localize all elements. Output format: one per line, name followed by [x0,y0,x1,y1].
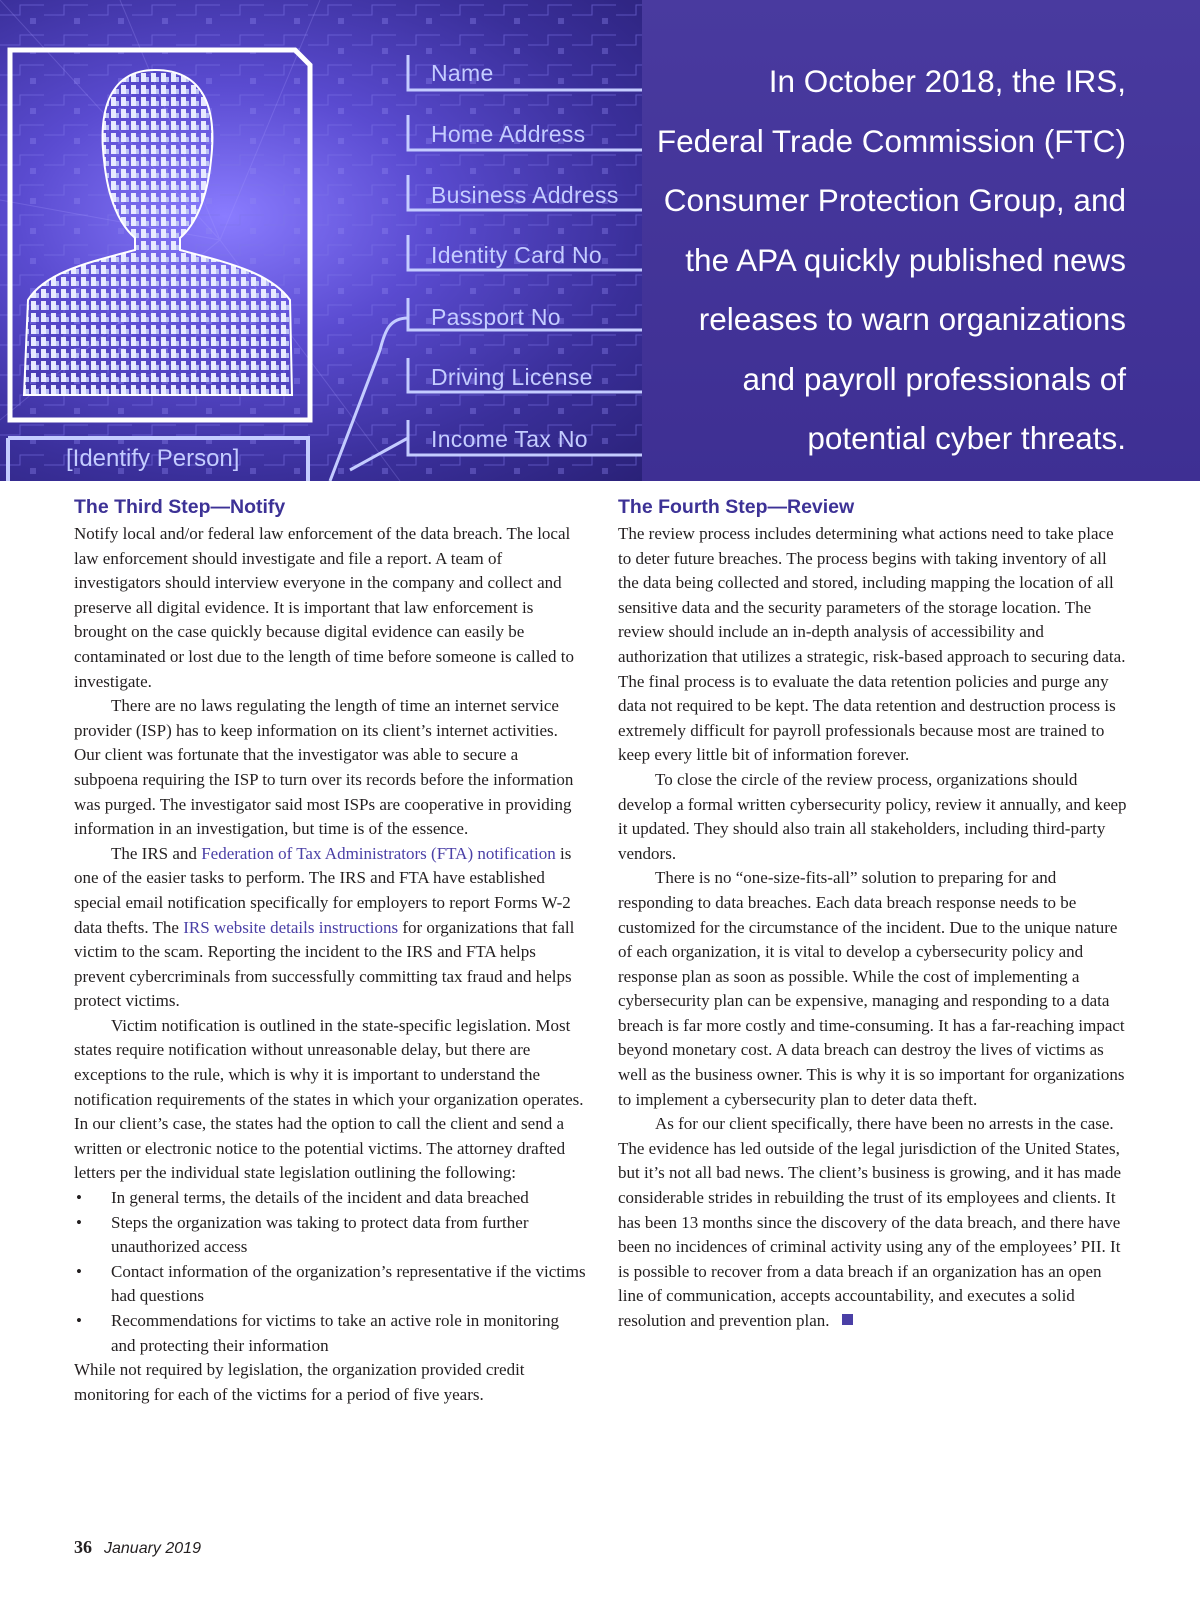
third-step-p3-end: for organizations that fall victim to the scam. Reporting the incident to the IRS and FTA helps prevent cybercriminals from successfully committing tax fraud and helps protect victims. [74,917,575,1011]
third-step-paragraph-1: Notify local and/or federal law enforcement of the data breach. The local law enforcement should investigate and file a report. A team of investigators should interview everyone in the company and collect and preserve all digital evidence. It is important that law enforcement is brought on the case quickly because digital evidence can easily be contaminated or lost due to the length of time before someone is called to investigate. [74,524,574,691]
third-step-heading: The Third Step—Notify [74,496,286,518]
third-step-paragraph-3 [74,842,586,1014]
irs-website-instructions-link[interactable]: IRS website details instructions [183,917,399,937]
field-label-home-address: Home Address [431,121,586,147]
end-of-article-mark [842,1314,853,1325]
page-footer [74,1537,201,1558]
list-item: • Recommendations for victims to take an active role in monitoring and protecting their information [74,1309,586,1358]
third-step-paragraph-5: While not required by legislation, the organization provided credit monitoring for each of the victims for a period of five years. [74,1360,525,1404]
field-label-name: Name [431,60,494,86]
fta-notification-link[interactable]: Federation of Tax Administrators (FTA) notification [201,843,556,863]
fourth-step-p4-text: As for our client specifically, there have been no arrests in the case. The evidence has led outside of the legal jurisdiction of the United States, but it’s not all bad news. The client’s business is growing, and it has made considerable strides in rebuilding the trust of its employees and clients. It has been 13 months since the discovery of the data breach, and there have been no incidences of criminal activity using any of the employees’ PII. It is possible to recover from a data breach if an organization has an open line of communication, accepts accountability, and executes a solid resolution and prevention plan. [618,1114,1122,1330]
field-label-income-tax: Income Tax No [431,426,588,452]
right-column [618,495,1130,1334]
third-step-paragraph-2: There are no laws regulating the length of time an internet service provider (ISP) has to keep information on its client’s internet activities. Our client was fortunate that the investigator was able to secure a subpoena requiring the ISP to turn over its records before the information was purged. The investigator said most ISPs are cooperative in providing information in an investigation, but time is of the essence. [74,696,574,839]
field-label-passport: Passport No [431,304,561,330]
pull-quote-panel [642,0,1200,481]
third-step-paragraph-4: Victim notification is outlined in the state-specific legislation. Most states require notification without unreasonable delay, but there are exceptions to the rule, which is why it is important to understand the notification requirements of the states in which your organization operates. In our client’s case, the states had the option to call the client and send a written or electronic notice to the potential victims. The attorney drafted letters per the individual state legislation outlining the following: [74,1015,584,1183]
left-column [74,495,586,1407]
fourth-step-paragraph-2: To close the circle of the review process, organizations should develop a formal written cybersecurity policy, review it annually, and keep it updated. They should also train all stakeholders, including third-party vendors. [618,769,1127,863]
fourth-step-paragraph-4 [618,1112,1130,1333]
fourth-step-paragraph-3: There is no “one-size-fits-all” solution to preparing for and responding to data breaches. Each data breach response needs to be customized for the circumstance of the incident. Due to the unique nature of each organization, it is vital to develop a cybersecurity policy and response plan as soon as possible. While the cost of implementing a cybersecurity plan can be expensive, managing and responding to a data breach is far more costly and time-consuming. It has a far-reaching impact beyond monetary cost. A data breach can destroy the lives of victims as well as the business owner. This is why it is so important for organizations to implement a cybersecurity plan to deter data theft. [618,868,1125,1109]
list-item: • Steps the organization was taking to protect data from further unauthorized access [74,1211,586,1260]
hero-identity-illustration [0,0,642,481]
page-number: 36 [74,1537,92,1557]
list-item: • In general terms, the details of the incident and data breached [74,1186,586,1211]
issue-date: January 2019 [104,1540,201,1557]
field-label-identity-card: Identity Card No [431,242,602,268]
identify-person-label: [Identify Person] [66,445,240,472]
field-label-business-address: Business Address [431,182,619,208]
list-item: • Contact information of the organization’s representative if the victims had questions [74,1260,586,1309]
pull-quote-text: In October 2018, the IRS, Federal Trade Commission (FTC) Consumer Protection Group, and the APA quickly published news releases to warn organizations and payroll professionals of potential cyber threats. [656,63,1126,456]
fourth-step-heading: The Fourth Step—Review [618,496,855,518]
third-step-p3-start: The IRS and [111,843,202,863]
notification-bullet-list [74,1186,586,1358]
fourth-step-paragraph-1: The review process includes determining what actions need to take place to deter future breaches. The process begins with taking inventory of all the data being collected and stored, including mapping the location of all sensitive data and the security parameters of the storage location. The review should include an in-depth analysis of accessibility and authorization that utilizes a strategic, risk-based approach to securing data. The final process is to evaluate the data retention policies and purge any data not required to be kept. The data retention and destruction process is extremely difficult for payroll professionals because most are trained to keep every little bit of information forever. [618,524,1126,765]
third-step-p3-middle: is one of the easier tasks to perform. The IRS and FTA have established special email notification specifically for employers to report Forms W-2 data thefts. The [74,843,572,937]
field-label-driving-license: Driving License [431,364,593,390]
